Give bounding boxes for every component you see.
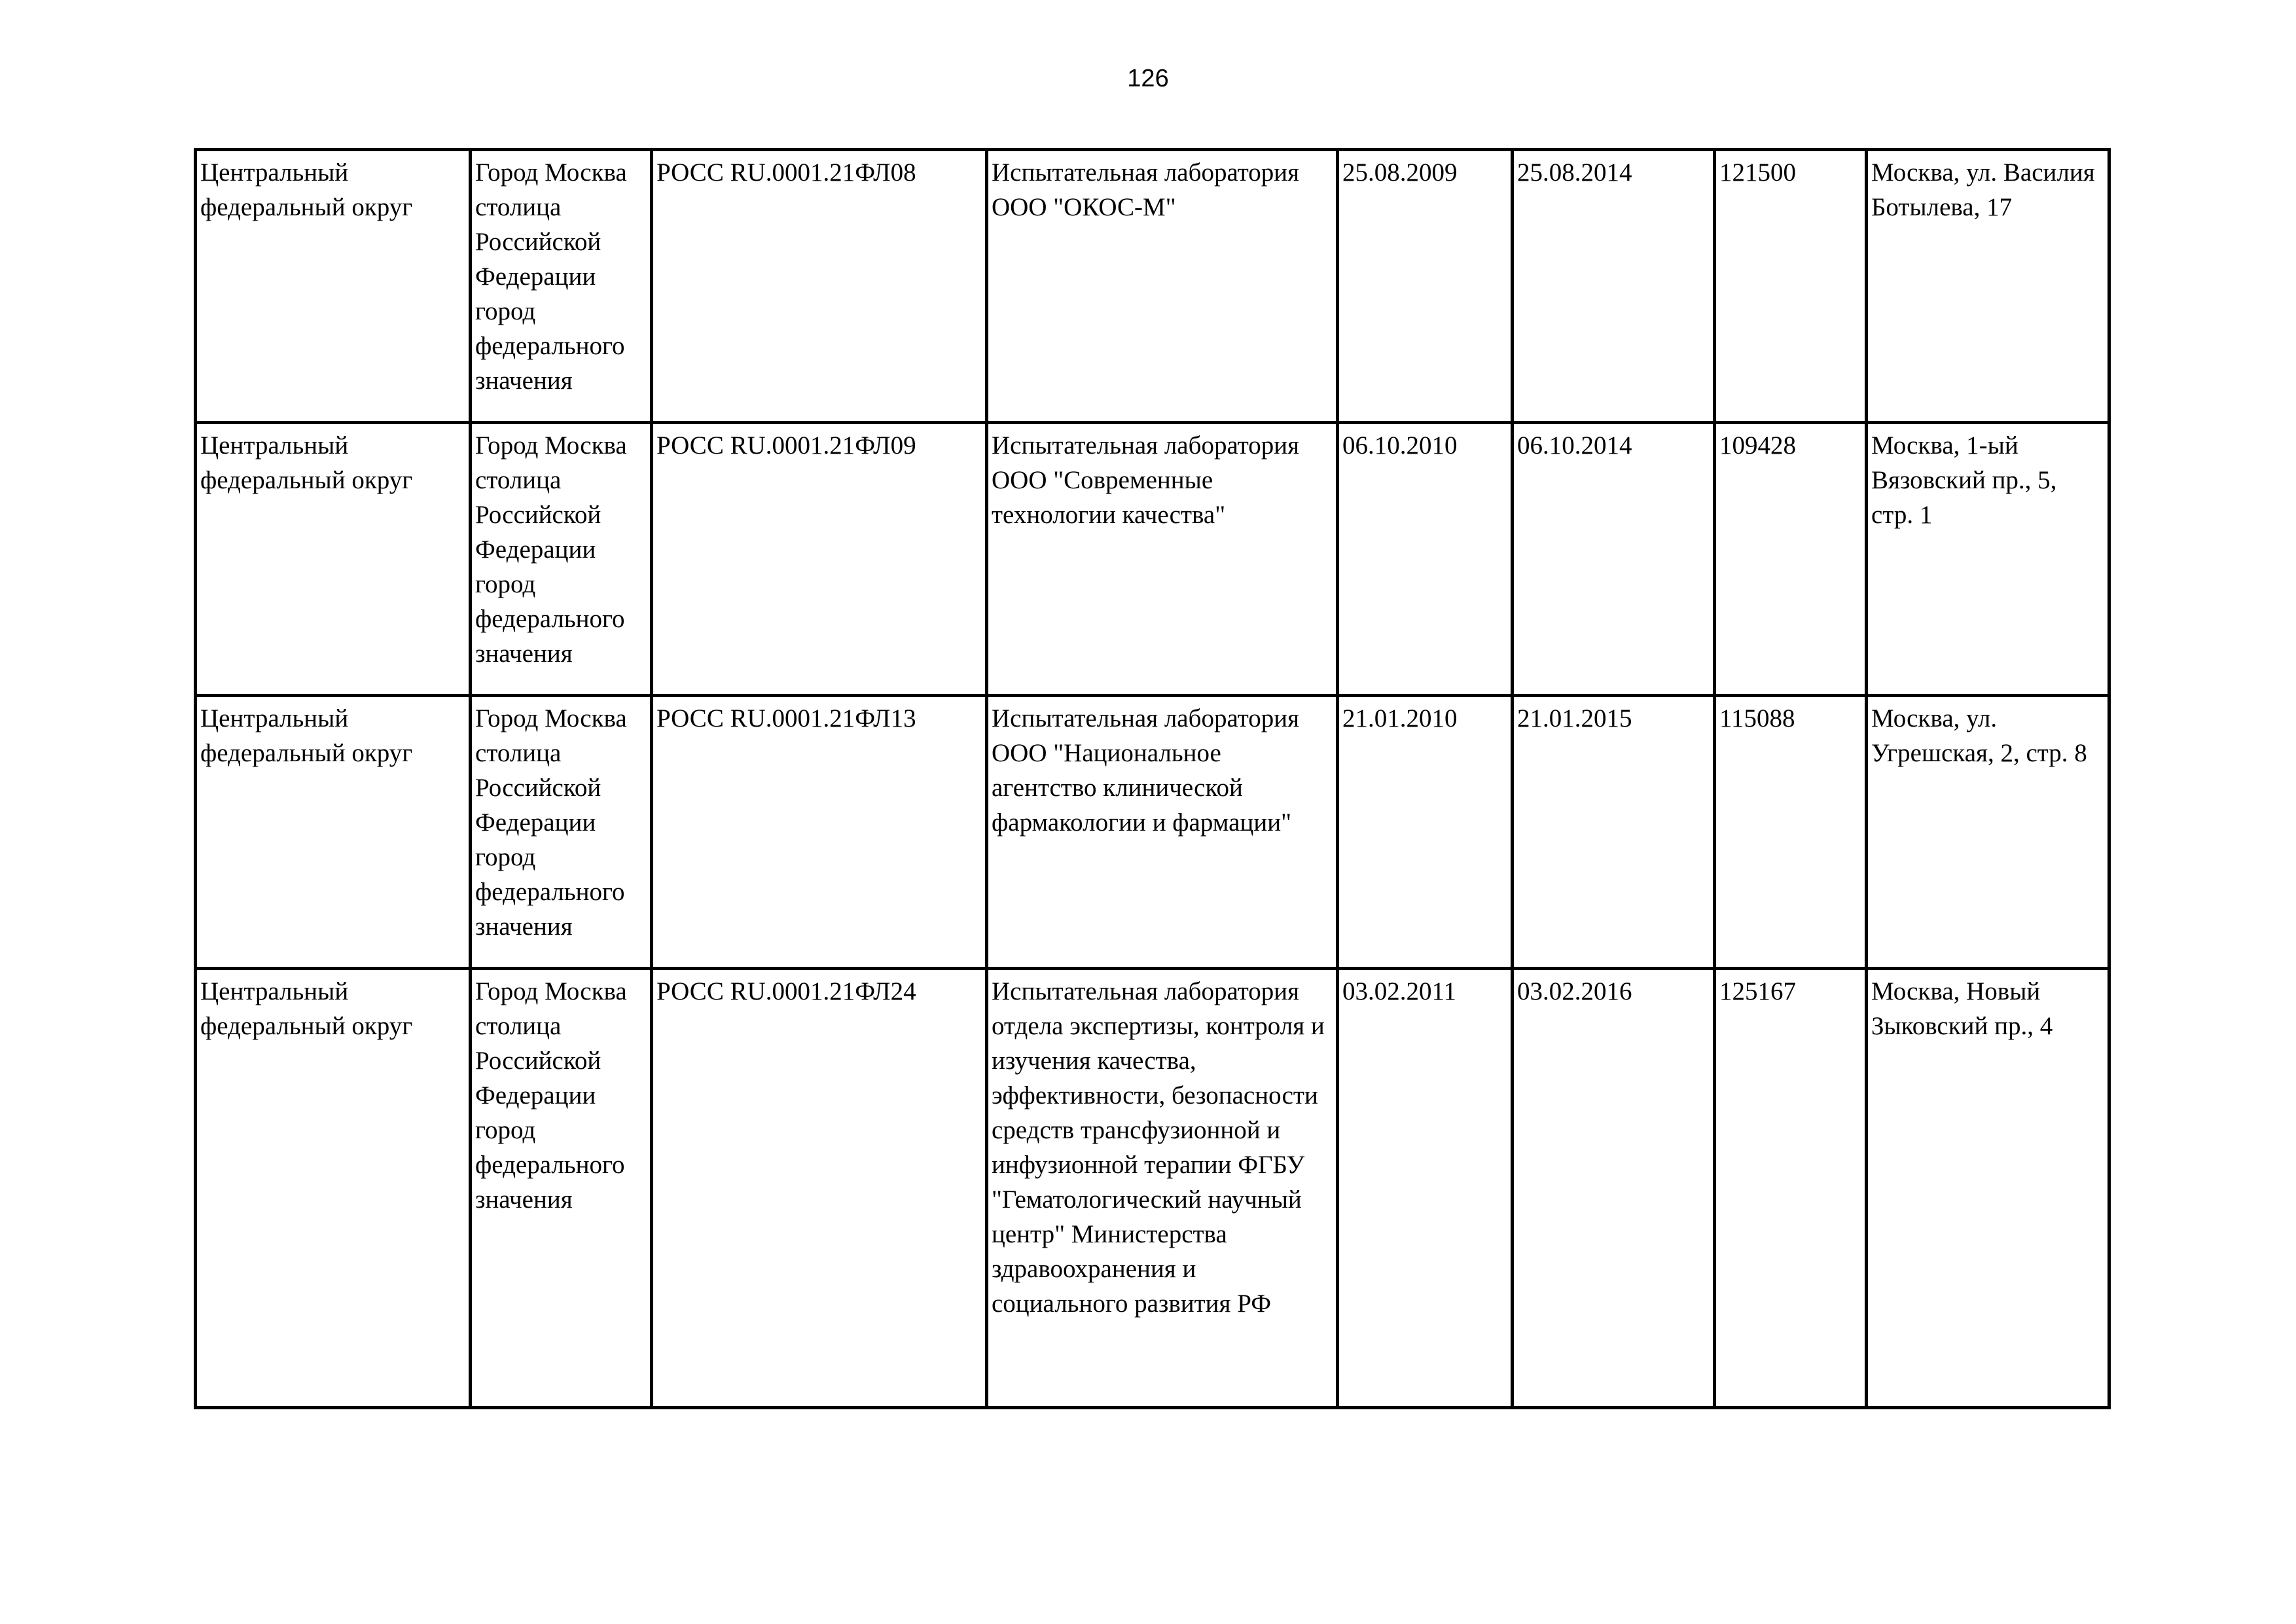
district-cell: Центральный федеральный округ xyxy=(196,696,471,969)
laboratory-registry-table xyxy=(194,148,2111,1409)
table-row xyxy=(196,696,2109,969)
region-cell: Город Москва столица Российской Федерации город федерального значения xyxy=(471,150,652,423)
laboratory-name-cell: Испытательная лаборатория ООО "Современные технологии качества" xyxy=(987,423,1338,696)
certificate-number-cell: РОСС RU.0001.21ФЛ13 xyxy=(652,696,987,969)
address-cell: Москва, ул. Василия Ботылева, 17 xyxy=(1867,150,2109,423)
page-number: 126 xyxy=(1127,65,1169,92)
certificate-number-cell: РОСС RU.0001.21ФЛ08 xyxy=(652,150,987,423)
table-row xyxy=(196,969,2109,1408)
region-cell: Город Москва столица Российской Федерации город федерального значения xyxy=(471,423,652,696)
postal-code-cell: 115088 xyxy=(1715,696,1867,969)
date-expires-cell: 21.01.2015 xyxy=(1513,696,1715,969)
date-issued-cell: 25.08.2009 xyxy=(1338,150,1513,423)
district-cell: Центральный федеральный округ xyxy=(196,423,471,696)
certificate-number-cell: РОСС RU.0001.21ФЛ24 xyxy=(652,969,987,1408)
postal-code-cell: 121500 xyxy=(1715,150,1867,423)
region-cell: Город Москва столица Российской Федерации город федерального значения xyxy=(471,696,652,969)
district-cell: Центральный федеральный округ xyxy=(196,969,471,1408)
region-cell: Город Москва столица Российской Федерации город федерального значения xyxy=(471,969,652,1408)
table-row xyxy=(196,150,2109,423)
laboratory-name-cell: Испытательная лаборатория ООО "ОКОС-М" xyxy=(987,150,1338,423)
address-cell: Москва, Новый Зыковский пр., 4 xyxy=(1867,969,2109,1408)
date-issued-cell: 21.01.2010 xyxy=(1338,696,1513,969)
laboratory-name-cell: Испытательная лаборатория отдела экспертизы, контроля и изучения качества, эффективности, безопасности средств трансфузионной и инфузионной терапии ФГБУ "Гематологический научный центр" Министерства здравоохранения и социального развития РФ xyxy=(987,969,1338,1408)
address-cell: Москва, 1-ый Вязовский пр., 5, стр. 1 xyxy=(1867,423,2109,696)
postal-code-cell: 109428 xyxy=(1715,423,1867,696)
date-issued-cell: 06.10.2010 xyxy=(1338,423,1513,696)
address-cell: Москва, ул. Угрешская, 2, стр. 8 xyxy=(1867,696,2109,969)
date-expires-cell: 06.10.2014 xyxy=(1513,423,1715,696)
postal-code-cell: 125167 xyxy=(1715,969,1867,1408)
certificate-number-cell: РОСС RU.0001.21ФЛ09 xyxy=(652,423,987,696)
laboratory-name-cell: Испытательная лаборатория ООО "Национальное агентство клинической фармакологии и фармации" xyxy=(987,696,1338,969)
table-row xyxy=(196,423,2109,696)
district-cell: Центральный федеральный округ xyxy=(196,150,471,423)
date-expires-cell: 03.02.2016 xyxy=(1513,969,1715,1408)
date-issued-cell: 03.02.2011 xyxy=(1338,969,1513,1408)
date-expires-cell: 25.08.2014 xyxy=(1513,150,1715,423)
